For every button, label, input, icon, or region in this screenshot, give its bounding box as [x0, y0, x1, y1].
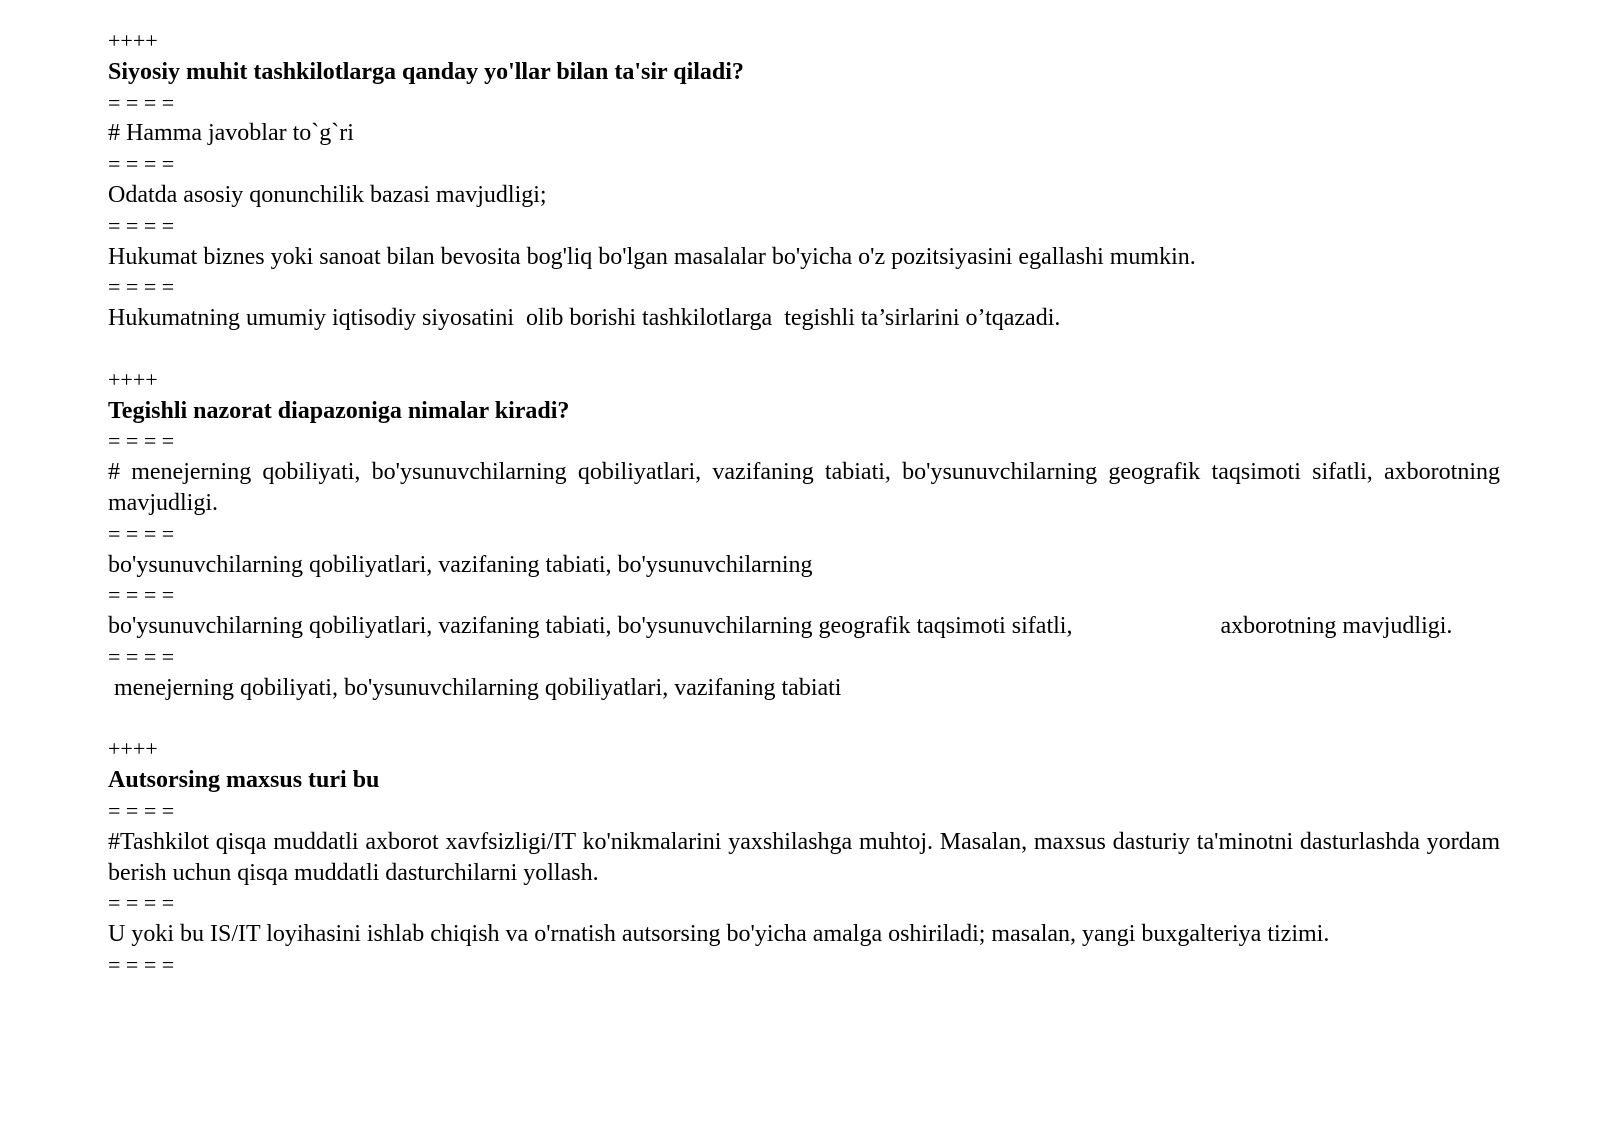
answer-separator: = = = = — [108, 89, 175, 115]
question-text: Autsorsing maxsus turi bu — [108, 767, 380, 794]
answer-option-correct: # menejerning qobiliyati, bo'ysunuvchilarning qobiliyatlari, vazifaning tabiati, bo'ysunuvchilarning geografik taqsimoti sifatli, axborotning mavjudligi. — [108, 459, 1506, 516]
answer-option: Hukumatning umumiy iqtisodiy siyosatini olib borishi tashkilotlarga tegishli ta’sirlarini o’tqazadi. — [108, 305, 1061, 332]
question-block — [108, 734, 1506, 980]
answer-separator: = = = = — [108, 151, 175, 177]
answer-separator: = = = = — [108, 582, 175, 608]
block-spacer — [108, 334, 1500, 365]
answer-option: bo'ysunuvchilarning qobiliyatlari, vazifaning tabiati, bo'ysunuvchilarning — [108, 551, 813, 578]
question-marker: ++++ — [108, 366, 158, 392]
answer-separator: = = = = — [108, 643, 175, 669]
question-marker: ++++ — [108, 736, 158, 762]
question-block — [108, 26, 1500, 334]
answer-option: Odatda asosiy qonunchilik bazasi mavjudligi; — [108, 181, 547, 208]
question-block — [108, 365, 1506, 704]
answer-option: Hukumat biznes yoki sanoat bilan bevosita bog'liq bo'lgan masalalar bo'yicha o'z pozitsiyasini egallashi mumkin. — [108, 243, 1196, 270]
answer-option-correct: # Hamma javoblar to`g`ri — [108, 120, 354, 147]
answer-option-correct: #Tashkilot qisqa muddatli axborot xavfsizligi/IT ko'nikmalarini yaxshilashga muhtoj. Masalan, maxsus dasturiy ta'minotni dasturlashda yordam berish uchun qisqa muddatli dasturchilarni yollash. — [108, 828, 1506, 886]
answer-separator: = = = = — [108, 951, 175, 977]
answer-option: menejerning qobiliyati, bo'ysunuvchilarning qobiliyatlari, vazifaning tabiati — [108, 674, 842, 701]
question-text: Siyosiy muhit tashkilotlarga qanday yo'llar bilan ta'sir qiladi? — [108, 58, 744, 85]
answer-option — [108, 611, 1500, 642]
question-text: Tegishli nazorat diapazoniga nimalar kiradi? — [108, 397, 570, 424]
answer-separator: = = = = — [108, 520, 175, 546]
document-body — [108, 26, 1506, 981]
question-marker: ++++ — [108, 28, 158, 53]
answer-separator: = = = = — [108, 797, 175, 823]
answer-separator: = = = = — [108, 212, 175, 238]
answer-separator: = = = = — [108, 274, 175, 300]
answer-option-part: axborotning mavjudligi. — [1220, 613, 1453, 640]
answer-option: U yoki bu IS/IT loyihasini ishlab chiqish va o'rnatish autsorsing bo'yicha amalga oshiriladi; masalan, yangi buxgalteriya tizimi. — [108, 921, 1330, 948]
answer-separator: = = = = — [108, 428, 175, 454]
answer-option-part: bo'ysunuvchilarning qobiliyatlari, vazifaning tabiati, bo'ysunuvchilarning geografik taqsimoti sifatli, — [108, 613, 1073, 640]
answer-separator: = = = = — [108, 890, 175, 916]
block-spacer — [108, 704, 1500, 735]
